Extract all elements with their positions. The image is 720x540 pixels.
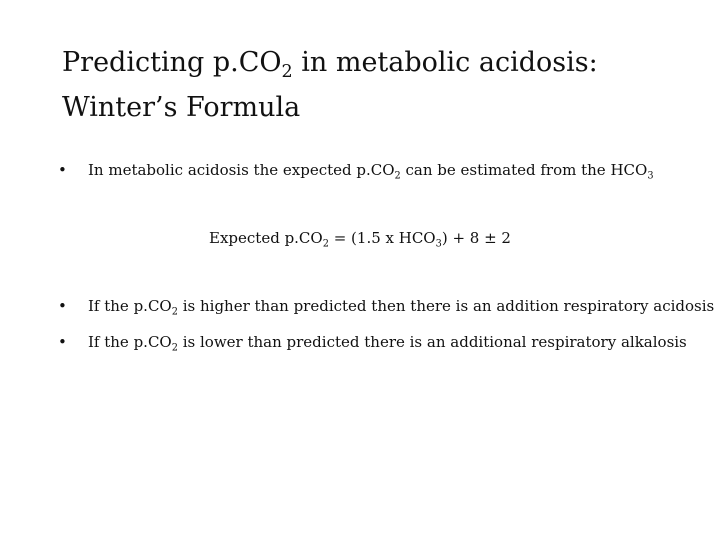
formula-subscript-3: 3 — [435, 238, 442, 250]
bullet-text-part2: is higher than predicted then there is an addition respiratory acidosis — [177, 297, 715, 315]
bullet-text-part1: In metabolic acidosis the expected p.CO — [88, 161, 395, 179]
formula-text-part1: Expected p.CO — [209, 229, 323, 247]
bullet-expected-pco2 — [58, 160, 654, 180]
bullet-text-part1: If the p.CO — [88, 297, 172, 315]
slide-title — [62, 40, 662, 130]
bullet-marker: • — [58, 297, 67, 315]
formula-subscript-2: 2 — [322, 238, 329, 250]
bullet-text-part1: If the p.CO — [88, 333, 172, 351]
subscript-2: 2 — [171, 342, 178, 354]
bullet-lower-pco2 — [58, 332, 687, 352]
subscript-2: 2 — [171, 306, 178, 318]
formula-text-part3: ) + 8 ± 2 — [441, 229, 511, 247]
bullet-higher-pco2 — [58, 296, 714, 316]
subscript-3: 3 — [647, 170, 654, 182]
bullet-text-part2: is lower than predicted there is an additional respiratory alkalosis — [177, 333, 687, 351]
subscript-2: 2 — [394, 170, 401, 182]
title-text-part2: in metabolic acidosis: Winter’s Formula — [62, 47, 598, 123]
winters-formula — [0, 228, 720, 248]
title-subscript-2: 2 — [281, 62, 293, 83]
bullet-marker: • — [58, 333, 67, 351]
bullet-text-part2: can be estimated from the HCO — [400, 161, 648, 179]
formula-text-part2: = (1.5 x HCO — [328, 229, 436, 247]
title-text-part1: Predicting p.CO — [62, 47, 282, 78]
bullet-marker: • — [58, 161, 67, 179]
